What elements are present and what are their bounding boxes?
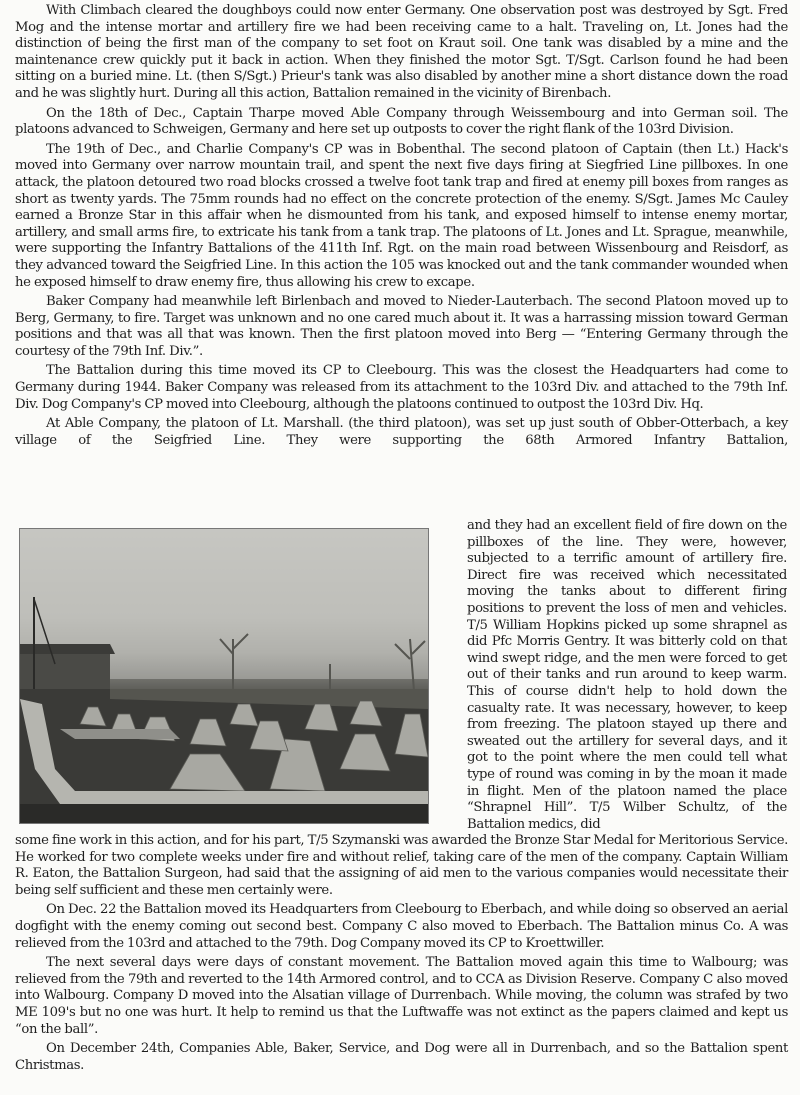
paragraph-climbach: With Climbach cleared the doughboys could now enter Germany. One observation post was destroyed by Sgt. Fred Mog and the intense mortar and artillery fire we had been receiving came to a halt. Traveling on, Lt. Jones had the distinction of being the first man of the company to set foot on Kraut soil. One tank was disabled by a mine and the maintenance crew quickly put it back in action. When they finished the motor Sgt. T/Sgt. Carlson found he had been sitting on a buried mine. Lt. (then S/Sgt.) Prieur's tank was also disabled by another mine a short distance down the road and he was slightly hurt. During all this action, Battalion remained in the vicinity of Birenbach.	[15, 3, 788, 101]
paragraph-shrapnel-hill: and they had an excellent field of fire down on the pillboxes of the line. They were, however, subjected to a terrific amount of artillery fire. Direct fire was received which necessitated moving the tanks about to different firing positions to prevent the loss of men and vehicles. T/5 William Hopkins picked up some shrapnel as did Pfc Morris Gentry. It was bitterly cold on that wind swept ridge, and the men were forced to get out of their tanks and run around to keep warm. This of course didn't help to hold down the casualty rate. It was necessary, however, to keep from freezing. The platoon stayed up there and sweated out the artillery for several days, and it got to the point where the men could tell what type of round was coming in by the moan it made in flight. Men of the platoon named the place “Shrapnel Hill”. T/5 Wilber Schultz, of the Battalion medics, did	[467, 518, 787, 832]
dragons-teeth-photograph	[19, 528, 429, 824]
bottom-text-block	[15, 833, 788, 1077]
paragraph-szymanski: some fine work in this action, and for his part, T/5 Szymanski was awarded the Bronze Star Medal for Meritorious Service. He worked for two complete weeks under fire and without relief, taking care of the men of the company. Captain William R. Eaton, the Battalion Surgeon, had said that the assigning of aid men to the various companies would necessitate their being self sufficient and these men certainly were.	[15, 833, 788, 898]
paragraph-able-company: At Able Company, the platoon of Lt. Marshall. (the third platoon), was set up just south of Obber-Otterbach, a key village of the Seigfried Line. They were supporting the 68th Armored Infantry Battalion,	[15, 416, 788, 448]
photograph-icon	[20, 529, 428, 823]
paragraph-19th-dec: The 19th of Dec., and Charlie Company's CP was in Bobenthal. The second platoon of Captain (then Lt.) Hack's moved into Germany over narrow mountain trail, and spent the next five days firing at Siegfried Line pillboxes. In one attack, the platoon detoured two road blocks crossed a twelve foot tank trap and fired at enemy pill boxes from ranges as short as twenty yards. The 75mm rounds had no effect on the concrete protection of the enemy. S/Sgt. James Mc Cauley earned a Bronze Star in this affair when he dismounted from his tank, and exposed himself to intense enemy mortar, artillery, and small arms fire, to extricate his tank from a tank trap. The platoons of Lt. Jones and Lt. Sprague, meanwhile, were supporting the Infantry Battalions of the 411th Inf. Rgt. on the main road between Wissenbourg and Reisdorf, as they advanced toward the Seigfried Line. In this action the 105 was knocked out and the tank commander wounded when he exposed himself to draw enemy fire, thus allowing his crew to excape.	[15, 141, 788, 290]
paragraph-dec-22: On Dec. 22 the Battalion moved its Headquarters from Cleebourg to Eberbach, and while doing so observed an aerial dogfight with the enemy coming out second best. Company C also moved to Eberbach. The Battalion minus Co. A was relieved from the 103rd and attached to the 79th. Dog Company moved its CP to Kroettwiller.	[15, 902, 788, 951]
paragraph-cleebourg: The Battalion during this time moved its CP to Cleebourg. This was the closest the Headquarters had come to Germany during 1944. Baker Company was released from its attachment to the 103rd Div. and attached to the 79th Inf. Div. Dog Company's CP moved into Cleebourg, although the platoons continued to outpost the 103rd Div. Hq.	[15, 363, 788, 412]
paragraph-constant-movement: The next several days were days of constant movement. The Battalion moved again this time to Walbourg; was relieved from the 79th and reverted to the 14th Armored control, and to CCA as Division Reserve. Company C also moved into Walbourg. Company D moved into the Alsatian village of Durrenbach. While moving, the column was strafed by two ME 109's but no one was hurt. It help to remind us that the Luftwaffe was not extinct as the papers claimed and kept us “on the ball”.	[15, 955, 788, 1037]
top-text-block	[15, 3, 788, 452]
paragraph-christmas: On December 24th, Companies Able, Baker, Service, and Dog were all in Durrenbach, and so the Battalion spent Christmas.	[15, 1041, 788, 1073]
paragraph-baker-company: Baker Company had meanwhile left Birlenbach and moved to Nieder-Lauterbach. The second Platoon moved up to Berg, Germany, to fire. Target was unknown and no one cared much about it. It was a harrassing mission toward German positions and that was all that was known. Then the first platoon moved into Berg — “Entering Germany through the courtesy of the 79th Inf. Div.”.	[15, 294, 788, 359]
paragraph-18th-dec: On the 18th of Dec., Captain Tharpe moved Able Company through Weissembourg and into German soil. The platoons advanced to Schweigen, Germany and here set up outposts to cover the right flank of the 103rd Division.	[15, 105, 788, 138]
side-text-column	[467, 518, 787, 833]
